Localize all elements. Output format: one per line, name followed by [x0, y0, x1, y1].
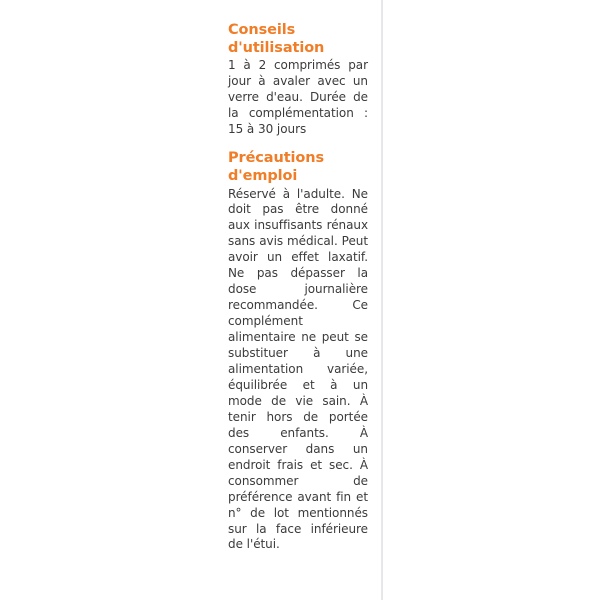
section-heading-conseils-utilisation: Conseils d'utilisation	[228, 22, 325, 56]
label-content	[228, 22, 368, 553]
section-body-precautions-emploi: Réservé à l'adulte. Ne doit pas être donné aux insuffisants rénaux sans avis médical. Peut avoir un effet laxatif. Ne pas dépasser la dose journalière recommandée. Ce complément alimentaire ne peut se substituer à une alimentation variée, équilibrée et à un mode de vie sain. À tenir hors de portée des enfants. À conserver dans un endroit frais et sec. À consommer de préférence avant fin et n° de lot mentionnés sur la face inférieure de l'étui.	[228, 186, 368, 552]
section-heading-precautions-emploi: Précautions d'emploi	[228, 150, 325, 184]
section-body-conseils-utilisation: 1 à 2 comprimés par jour à avaler avec un verre d'eau. Durée de la complémentation : 15 à 30 jours	[228, 58, 368, 137]
